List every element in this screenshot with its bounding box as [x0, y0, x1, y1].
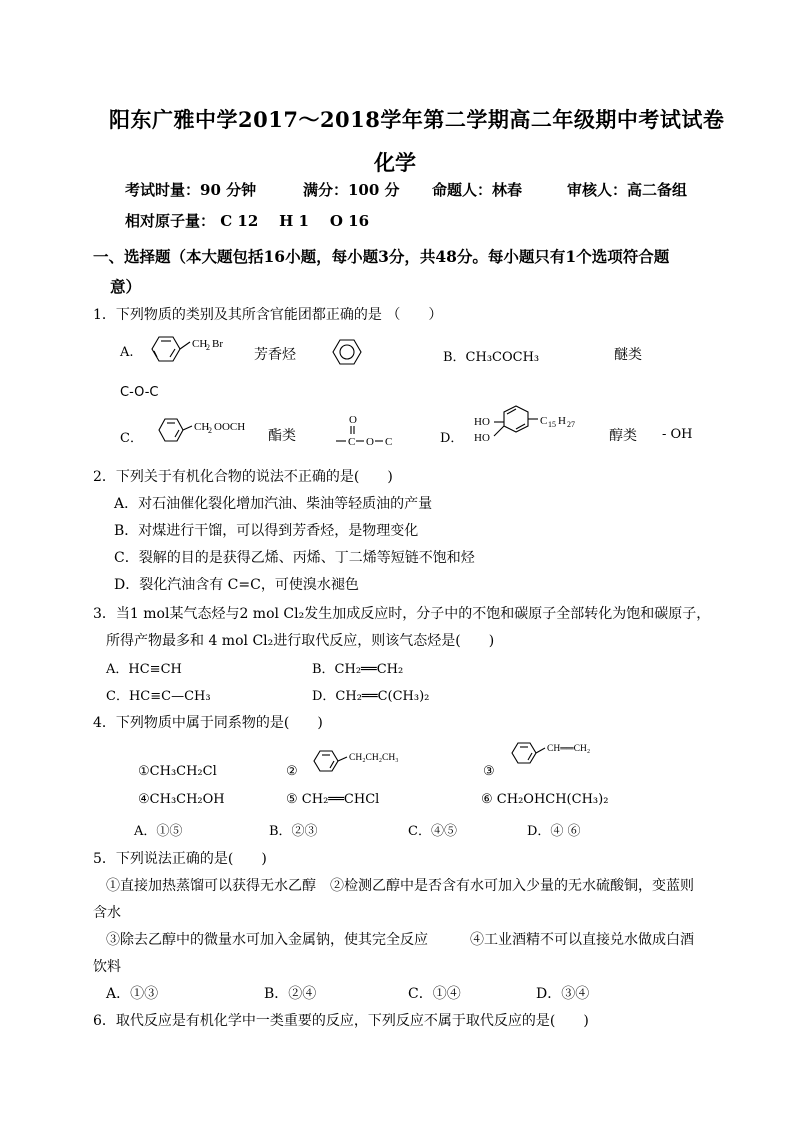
question-6: 6．取代反应是有机化学中一类重要的反应，下列反应不属于取代反应的是( ): [93, 1013, 589, 1029]
q5-option-a: A．①③: [106, 986, 159, 1002]
svg-text:O: O: [349, 414, 357, 426]
q2-option-c: C．裂解的目的是获得乙烯、丙烯、丁二烯等短链不饱和烃: [114, 550, 475, 566]
q4-option-a: A．①⑤: [134, 824, 183, 839]
question-5: 5．下列说法正确的是( ): [93, 851, 267, 867]
q1-option-b: B．CH₃COCH₃: [443, 350, 540, 365]
q1-option-d-class: 醇类: [609, 428, 637, 444]
ester-group-structure: [334, 413, 404, 453]
q1-option-c-class: 酯类: [268, 428, 296, 444]
question-3: 3．当1 mol某气态烃与2 mol Cl₂发生加成反应时，分子中的不饱和碳原子全部转化为饱和碳原子，: [93, 606, 711, 622]
section-heading-cont: 意）: [110, 277, 142, 296]
svg-text:OOCH: OOCH: [214, 421, 246, 433]
styrene-structure: [510, 738, 620, 774]
q5-statement-1: ①直接加热蒸馏可以获得无水乙醇 ②检测乙醇中是否含有水可加入少量的无水硫酸铜，变蓝则: [106, 878, 694, 894]
svg-text:27: 27: [567, 420, 575, 429]
q2-option-b: B．对煤进行干馏，可以得到芳香烃，是物理变化: [114, 523, 419, 539]
q1-option-c-label: C．: [120, 431, 143, 446]
svg-text:HO: HO: [474, 432, 490, 444]
q1-option-d-label: D．: [440, 431, 464, 446]
q3-option-d: D．CH₂══C(CH₃)₂: [312, 689, 430, 704]
atomic-mass: 相对原子量： C 12 H 1 O 16: [125, 212, 370, 230]
svg-text:Br: Br: [212, 338, 223, 350]
q4-item-3-label: ③: [483, 764, 495, 779]
q4-item-1: ①CH₃CH₂Cl: [138, 764, 217, 779]
q1-option-a-label: A.: [120, 345, 134, 360]
q1-option-b-group: C-O-C: [120, 385, 159, 400]
benzyl-formate-structure: [156, 416, 266, 450]
svg-text:2: 2: [208, 426, 212, 435]
svg-text:CH₂CH₂CH₃: CH₂CH₂CH₃: [349, 753, 399, 763]
subject-title: 化学: [374, 150, 416, 175]
exam-title: 阳东广雅中学2017～2018学年第二学期高二年级期中考试试卷: [109, 107, 725, 132]
q5-statement-3: ③除去乙醇中的微量水可加入金属钠，使其完全反应 ④工业酒精不可以直接兑水做成白酒: [106, 932, 694, 948]
q3-option-b: B．CH₂══CH₂: [312, 662, 404, 677]
q4-option-d: D．④ ⑥: [527, 824, 581, 839]
q1-option-b-class: 醚类: [614, 347, 642, 363]
svg-text:C: C: [348, 436, 356, 448]
svg-text:CH══CH₂: CH══CH₂: [547, 744, 591, 754]
svg-text:C: C: [385, 436, 393, 448]
svg-text:H: H: [558, 415, 566, 427]
svg-text:O: O: [366, 436, 374, 448]
q5-option-c: C．①④: [408, 986, 461, 1002]
q4-option-c: C．④⑤: [408, 824, 457, 839]
exam-author: 命题人：林春: [432, 181, 523, 199]
q3-option-c: C．HC≡C—CH₃: [106, 689, 211, 704]
exam-score: 满分：100 分: [303, 181, 400, 199]
q4-item-4: ④CH₃CH₂OH: [138, 792, 225, 807]
svg-text:C: C: [540, 415, 548, 427]
q5-statement-1-cont: 含水: [93, 905, 121, 921]
svg-text:CH: CH: [194, 421, 210, 433]
q4-item-6: ⑥ CH₂OHCH(CH₃)₂: [481, 792, 609, 807]
exam-reviewer: 审核人：高二备组: [567, 181, 688, 199]
q1-option-a-class: 芳香烃: [254, 347, 296, 363]
q4-item-2-label: ②: [286, 764, 298, 779]
q4-option-b: B．②③: [269, 824, 318, 839]
exam-time: 考试时量：90 分钟: [125, 181, 257, 199]
svg-text:CH: CH: [192, 338, 208, 350]
question-1: 1．下列物质的类别及其所含官能团都正确的是 （ ）: [93, 307, 443, 323]
question-2: 2．下列关于有机化合物的说法不正确的是( ): [93, 469, 393, 485]
svg-text:2: 2: [206, 343, 210, 352]
question-3-cont: 所得产物最多和 4 mol Cl₂进行取代反应，则该气态烃是( ): [106, 633, 495, 649]
q5-option-d: D．③④: [536, 986, 590, 1002]
q1-option-d-group: - OH: [662, 427, 693, 442]
q2-option-d: D．裂化汽油含有 C=C，可使溴水褪色: [114, 577, 359, 593]
q5-statement-3-cont: 饮料: [93, 959, 121, 975]
urushiol-structure: [474, 404, 604, 450]
benzene-ring: [330, 338, 364, 372]
section-heading: 一、选择题（本大题包括16小题，每小题3分，共48分。每小题只有1个选项符合题: [93, 247, 670, 266]
q2-option-a: A．对石油催化裂化增加汽油、柴油等轻质油的产量: [114, 496, 433, 512]
propylbenzene-structure: [312, 748, 432, 778]
q5-option-b: B．②④: [264, 986, 317, 1002]
q4-item-5: ⑤ CH₂══CHCl: [286, 792, 380, 807]
benzyl-bromide-structure: [148, 334, 248, 374]
svg-text:15: 15: [548, 420, 556, 429]
svg-text:HO: HO: [474, 416, 490, 428]
question-4: 4．下列物质中属于同系物的是( ): [93, 715, 323, 731]
q3-option-a: A．HC≡CH: [106, 662, 182, 677]
